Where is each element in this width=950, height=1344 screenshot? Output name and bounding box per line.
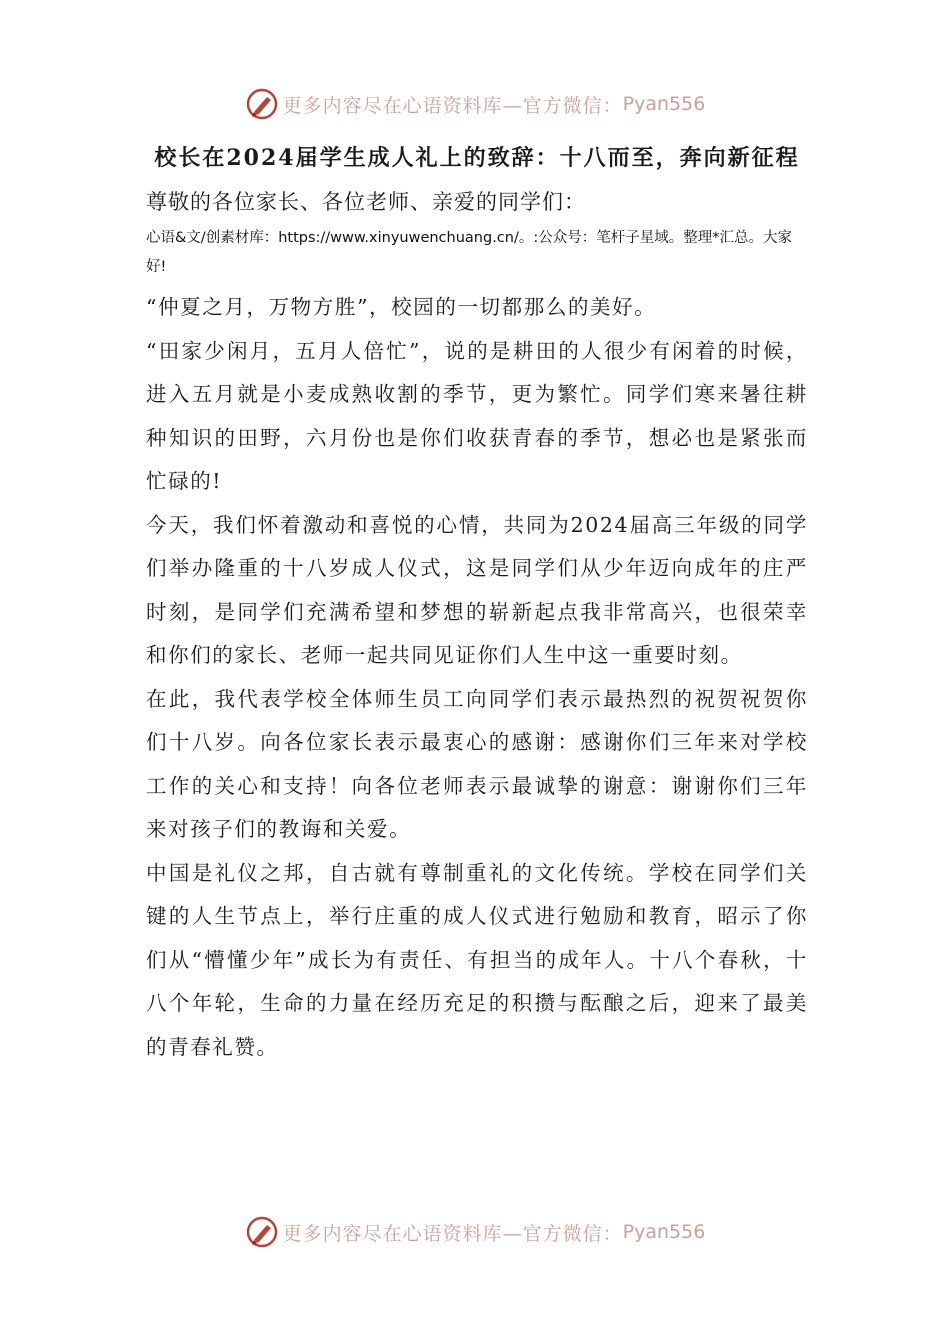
banner-wechat-id: Pyan556 bbox=[622, 1221, 706, 1243]
paragraph-3: 今天，我们怀着激动和喜悦的心情，共同为2024届高三年级的同学们举办隆重的十八岁成人仪式，这是同学们从少年迈向成年的庄严时刻，是同学们充满希望和梦想的崭新起点我非常高兴，也很荣幸和你们的家长、老师一起共同见证你们人生中这一重要时刻。 bbox=[146, 512, 808, 667]
header-banner bbox=[0, 84, 950, 124]
banner-text: 更多内容尽在心语资料库—官方微信： bbox=[282, 94, 623, 117]
salutation: 尊敬的各位家长、各位老师、亲爱的同学们： bbox=[146, 190, 586, 214]
pen-logo-icon bbox=[245, 1215, 279, 1249]
paragraph-5: 中国是礼仪之邦，自古就有尊制重礼的文化传统。学校在同学们关键的人生节点上，举行庄重的成人仪式进行勉励和教育，昭示了你们从“懵懂少年”成长为有责任、有担当的成年人。十八个春秋，十八个年轮，生命的力量在经历充足的积攒与酝酿之后，迎来了最美的青春礼赞。 bbox=[146, 860, 808, 1059]
source-note: 心语&文/创素材库：https://www.xinyuwenchuang.cn/。:公众号：笔杆子星域。整理*汇总。大家好! bbox=[146, 230, 792, 275]
banner-text: 更多内容尽在心语资料库—官方微信： bbox=[282, 1222, 623, 1245]
document-body bbox=[146, 136, 808, 1069]
paragraph-2: “田家少闲月，五月人倍忙”，说的是耕田的人很少有闲着的时候，进入五月就是小麦成熟收割的季节，更为繁忙。同学们寒来暑往耕种知识的田野，六月份也是你们收获青春的季节，想必也是紧张而忙碌的! bbox=[146, 338, 808, 493]
footer-banner bbox=[0, 1212, 950, 1252]
document-title: 校长在2024届学生成人礼上的致辞：十八而至，奔向新征程 bbox=[154, 145, 800, 171]
paragraph-1: “仲夏之月，万物方胜”，校园的一切都那么的美好。 bbox=[146, 295, 657, 319]
banner-wechat-id: Pyan556 bbox=[622, 93, 706, 115]
paragraph-4: 在此，我代表学校全体师生员工向同学们表示最热烈的祝贺祝贺你们十八岁。向各位家长表示最衷心的感谢：感谢你们三年来对学校工作的关心和支持！向各位老师表示最诚挚的谢意：谢谢你们三年来对孩子们的教诲和关爱。 bbox=[146, 686, 808, 841]
pen-logo-icon bbox=[245, 87, 279, 121]
